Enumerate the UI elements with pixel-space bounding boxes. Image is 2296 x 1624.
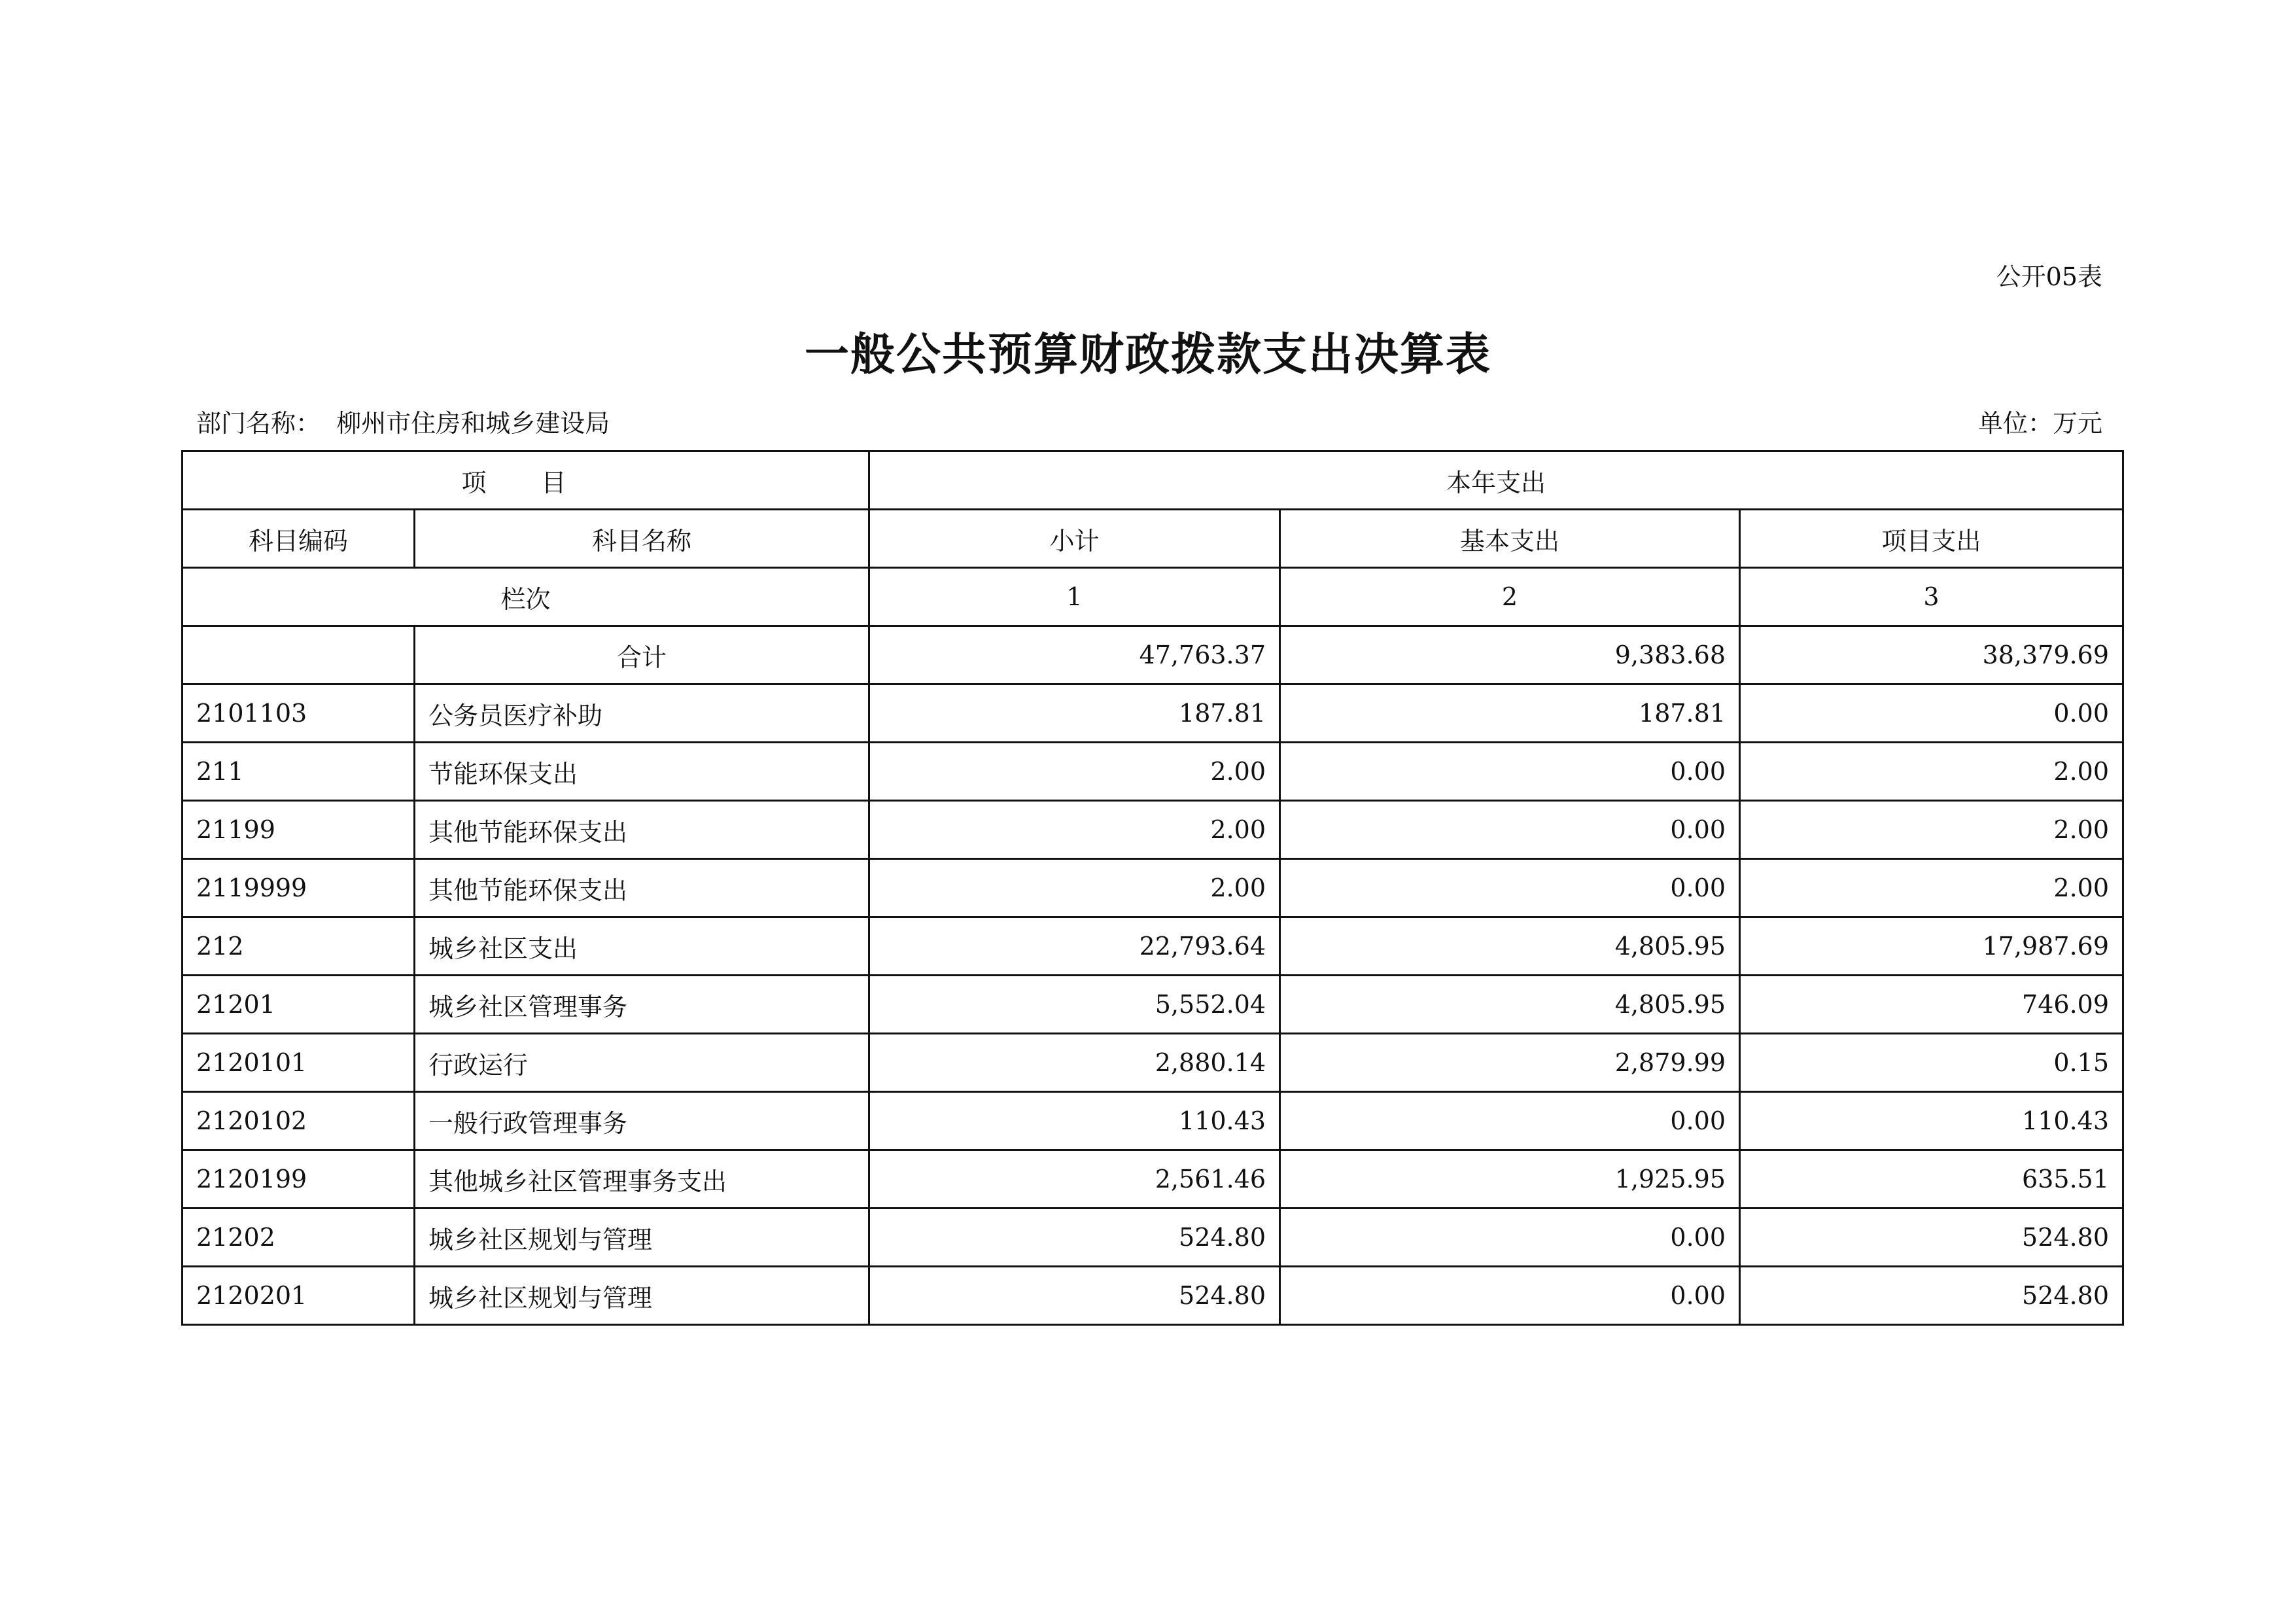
cell-basic: 2,879.99 [1280,1034,1740,1092]
cell-name: 行政运行 [415,1034,869,1092]
total-code [183,626,415,684]
cell-name: 城乡社区支出 [415,917,869,976]
cell-project: 746.09 [1740,976,2123,1034]
table-row [183,1209,2123,1267]
total-label: 合计 [415,626,869,684]
cell-project: 2.00 [1740,801,2123,859]
header-row-1 [183,451,2123,510]
header-name: 科目名称 [415,510,869,568]
form-number: 公开05表 [1996,262,2102,291]
cell-subtotal: 2.00 [869,801,1280,859]
cell-name: 公务员医疗补助 [415,684,869,743]
cell-name: 其他城乡社区管理事务支出 [415,1150,869,1209]
cell-code: 2119999 [183,859,415,917]
department-name: 柳州市住房和城乡建设局 [336,409,610,438]
cell-basic: 4,805.95 [1280,917,1740,976]
table-row [183,1034,2123,1092]
cell-subtotal: 524.80 [869,1267,1280,1325]
header-basic: 基本支出 [1280,510,1740,568]
table-row [183,1092,2123,1150]
cell-code: 2120102 [183,1092,415,1150]
cell-basic: 0.00 [1280,859,1740,917]
cell-code: 2120199 [183,1150,415,1209]
department-label: 部门名称： [196,409,321,438]
cell-name: 一般行政管理事务 [415,1092,869,1150]
header-item: 项 目 [183,451,869,510]
cell-code: 2120101 [183,1034,415,1092]
cell-project: 2.00 [1740,743,2123,801]
table-row [183,859,2123,917]
cell-code: 21201 [183,976,415,1034]
table-row [183,1150,2123,1209]
cell-project: 2.00 [1740,859,2123,917]
cell-project: 17,987.69 [1740,917,2123,976]
cell-subtotal: 524.80 [869,1209,1280,1267]
table-row [183,976,2123,1034]
total-row [183,626,2123,684]
header-project: 项目支出 [1740,510,2123,568]
header-code: 科目编码 [183,510,415,568]
cell-code: 21199 [183,801,415,859]
cell-code: 2101103 [183,684,415,743]
header-subtotal: 小计 [869,510,1280,568]
cell-project: 0.00 [1740,684,2123,743]
cell-name: 城乡社区规划与管理 [415,1267,869,1325]
cell-project: 0.15 [1740,1034,2123,1092]
header-current-year: 本年支出 [869,451,2123,510]
cell-subtotal: 2.00 [869,743,1280,801]
header-column-no: 栏次 [183,568,869,626]
cell-project: 524.80 [1740,1267,2123,1325]
header-row-3 [183,568,2123,626]
cell-subtotal: 2,561.46 [869,1150,1280,1209]
total-basic: 9,383.68 [1280,626,1740,684]
total-project: 38,379.69 [1740,626,2123,684]
header-row-2 [183,510,2123,568]
cell-basic: 1,925.95 [1280,1150,1740,1209]
cell-name: 其他节能环保支出 [415,859,869,917]
cell-subtotal: 5,552.04 [869,976,1280,1034]
table-row [183,801,2123,859]
cell-name: 城乡社区规划与管理 [415,1209,869,1267]
cell-code: 212 [183,917,415,976]
cell-code: 21202 [183,1209,415,1267]
cell-subtotal: 2,880.14 [869,1034,1280,1092]
cell-subtotal: 110.43 [869,1092,1280,1150]
unit-label: 单位：万元 [1977,409,2102,438]
total-subtotal: 47,763.37 [869,626,1280,684]
cell-basic: 4,805.95 [1280,976,1740,1034]
cell-basic: 0.00 [1280,801,1740,859]
cell-project: 524.80 [1740,1209,2123,1267]
cell-name: 城乡社区管理事务 [415,976,869,1034]
expenditure-table [181,450,2124,1326]
table-row [183,684,2123,743]
cell-subtotal: 187.81 [869,684,1280,743]
cell-basic: 187.81 [1280,684,1740,743]
header-col1: 1 [869,568,1280,626]
cell-code: 2120201 [183,1267,415,1325]
table-row [183,917,2123,976]
cell-name: 节能环保支出 [415,743,869,801]
cell-project: 110.43 [1740,1092,2123,1150]
header-col2: 2 [1280,568,1740,626]
cell-project: 635.51 [1740,1150,2123,1209]
department-line [196,403,610,439]
cell-basic: 0.00 [1280,1267,1740,1325]
table-row [183,743,2123,801]
cell-basic: 0.00 [1280,743,1740,801]
cell-basic: 0.00 [1280,1209,1740,1267]
table-row [183,1267,2123,1325]
header-col3: 3 [1740,568,2123,626]
page-title: 一般公共预算财政拨款支出决算表 [804,328,1491,381]
cell-subtotal: 22,793.64 [869,917,1280,976]
cell-subtotal: 2.00 [869,859,1280,917]
cell-name: 其他节能环保支出 [415,801,869,859]
cell-basic: 0.00 [1280,1092,1740,1150]
cell-code: 211 [183,743,415,801]
